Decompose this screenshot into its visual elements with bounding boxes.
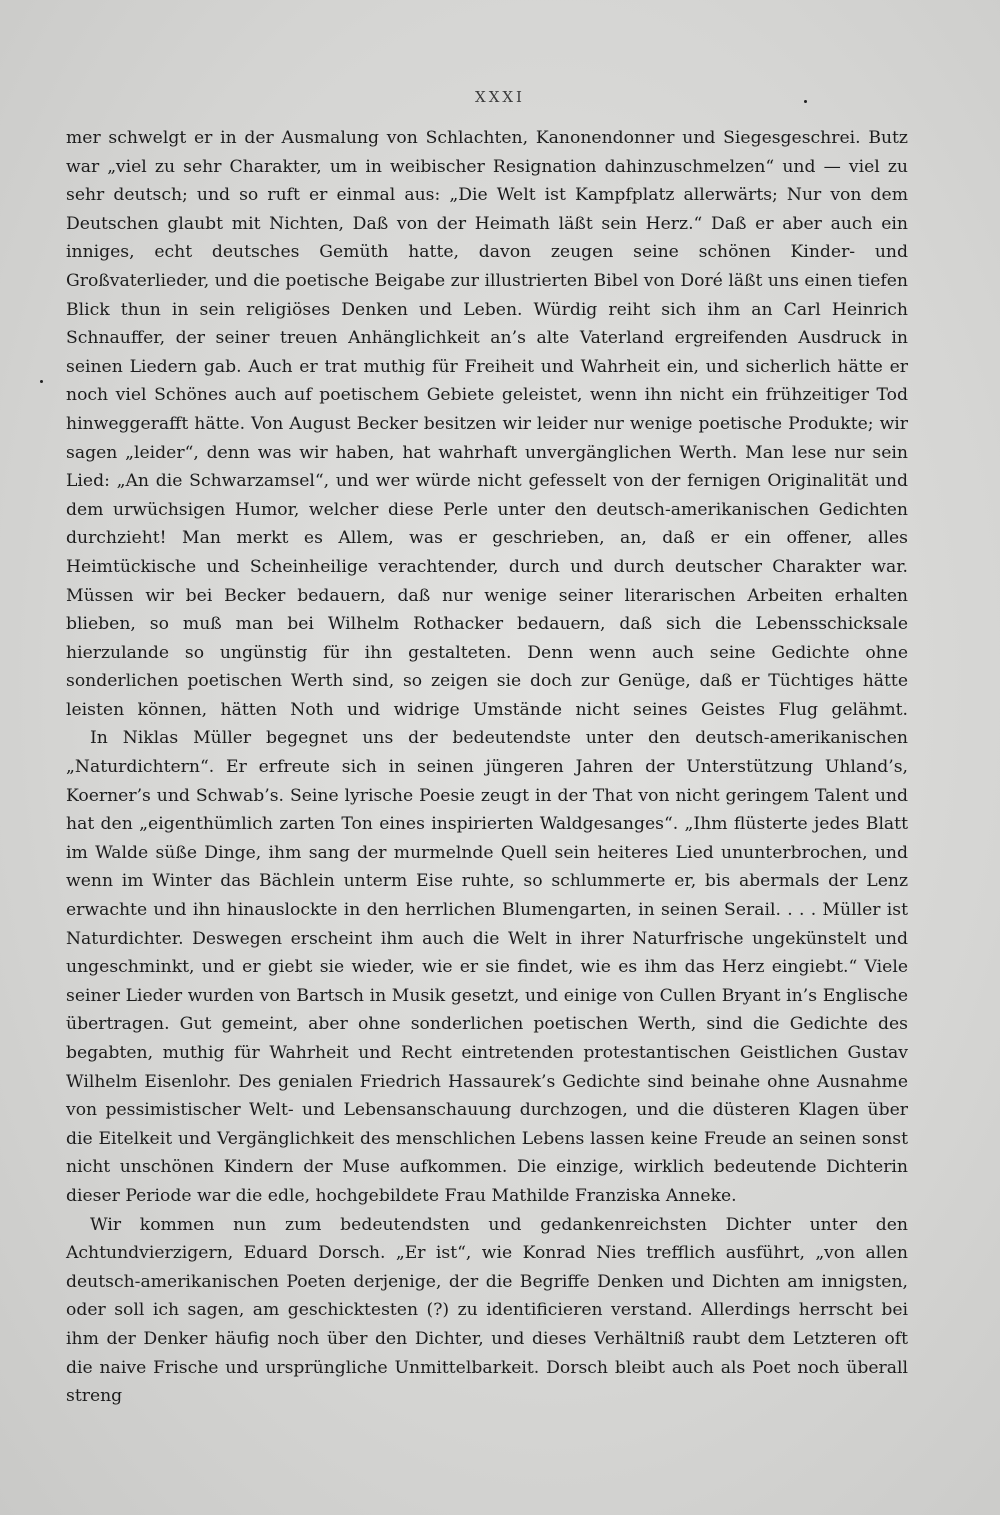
- page-number: XXXI: [475, 88, 525, 106]
- paragraph-1: mer schwelgt er in der Ausmalung von Schlachten, Kanonendonner und Siegesgeschrei. Butz war „viel zu sehr Charakter, um in weibischer Resignation dahinzuschmelzen“ und — viel zu sehr deutsch; und so ruft er einmal aus: „Die Welt ist Kampfplatz allerwärts; Nur von dem Deutschen glaubt mit Nichten, Daß von der Heimath läßt sein Herz.“ Daß er aber auch ein inniges, echt deutsches Gemüth hatte, davon zeugen seine schönen Kinder- und Großvaterlieder, und die poetische Beigabe zur illustrierten Bibel von Doré läßt uns einen tiefen Blick thun in sein religiöses Denken und Leben. Würdig reiht sich ihm an Carl Heinrich Schnauffer, der seiner treuen Anhänglichkeit an’s alte Vaterland ergreifenden Ausdruck in seinen Liedern gab. Auch er trat muthig für Freiheit und Wahrheit ein, und sicherlich hätte er noch viel Schönes auch auf poetischem Gebiete geleistet, wenn ihn nicht ein frühzeitiger Tod hinweggerafft hätte. Von August Becker besitzen wir leider nur wenige poetische Produkte; wir sagen „leider“, denn was wir haben, hat wahrhaft unvergänglichen Werth. Man lese nur sein Lied: „An die Schwarzamsel“, und wer würde nicht gefesselt von der fernigen Originalität und dem urwüchsigen Humor, welcher diese Perle unter den deutsch-amerikanischen Gedichten durchzieht! Man merkt es Allem, was er geschrieben, an, daß er ein offener, alles Heimtückische und Scheinheilige verachtender, durch und durch deutscher Charakter war. Müssen wir bei Becker bedauern, daß nur wenige seiner literarischen Arbeiten erhalten blieben, so muß man bei Wilhelm Rothacker bedauern, daß sich die Lebensschicksale hierzulande so ungünstig für ihn gestalteten. Denn wenn auch seine Gedichte ohne sonderlichen poetischen Werth sind, so zeigen sie doch zur Genüge, daß er Tüchtiges hätte leisten können, hätten Noth und widrige Umstände nicht seines Geistes Flug gelähmt.: [66, 128, 908, 720]
- ink-speck: [804, 100, 807, 103]
- paragraph-2: In Niklas Müller begegnet uns der bedeutendste unter den deutsch-amerikanischen „Naturdichtern“. Er erfreute sich in seinen jüngeren Jahren der Unterstützung Uhland’s, Koerner’s und Schwab’s. Seine lyrische Poesie zeugt in der That von nicht geringem Talent und hat den „eigenthümlich zarten Ton eines inspirierten Waldgesanges“. „Ihm flüsterte jedes Blatt im Walde süße Dinge, ihm sang der murmelnde Quell sein heiteres Lied ununterbrochen, und wenn im Winter das Bächlein unterm Eise ruhte, so schlummerte er, bis abermals der Lenz erwachte und ihn hinauslockte in den herrlichen Blumengarten, in seinen Serail. . . . Müller ist Naturdichter. Deswegen erscheint ihm auch die Welt in ihrer Naturfrische ungekünstelt und ungeschminkt, und er giebt sie wieder, wie er sie findet, wie es ihm das Herz eingiebt.“ Viele seiner Lieder wurden von Bartsch in Musik gesetzt, und einige von Cullen Bryant in’s Englische übertragen. Gut gemeint, aber ohne sonderlichen poetischen Werth, sind die Gedichte des begabten, muthig für Wahrheit und Recht eintretenden protestantischen Geistlichen Gustav Wilhelm Eisenlohr. Des genialen Friedrich Hassaurek’s Gedichte sind beinahe ohne Ausnahme von pessimistischer Welt- und Lebensanschauung durchzogen, und die düsteren Klagen über die Eitelkeit und Vergänglichkeit des menschlichen Lebens lassen keine Freude an seinen sonst nicht unschönen Kindern der Muse aufkommen. Die einzige, wirklich bedeutende Dichterin dieser Periode war die edle, hochgebildete Frau Mathilde Franziska Anneke.: [66, 728, 908, 1206]
- paragraph-3: Wir kommen nun zum bedeutendsten und gedankenreichsten Dichter unter den Achtundvierzigern, Eduard Dorsch. „Er ist“, wie Konrad Nies trefflich ausführt, „von allen deutsch-amerikanischen Poeten derjenige, der die Begriffe Denken und Dichten am innigsten, oder soll ich sagen, am geschicktesten (?) zu identificieren verstand. Allerdings herrscht bei ihm der Denker häufig noch über den Dichter, und dieses Verhältniß raubt dem Letzteren oft die naive Frische und ursprüngliche Unmittelbarkeit. Dorsch bleibt auch als Poet noch überall streng: [66, 1214, 908, 1407]
- ink-speck: [40, 380, 43, 383]
- body-text: [66, 124, 908, 1411]
